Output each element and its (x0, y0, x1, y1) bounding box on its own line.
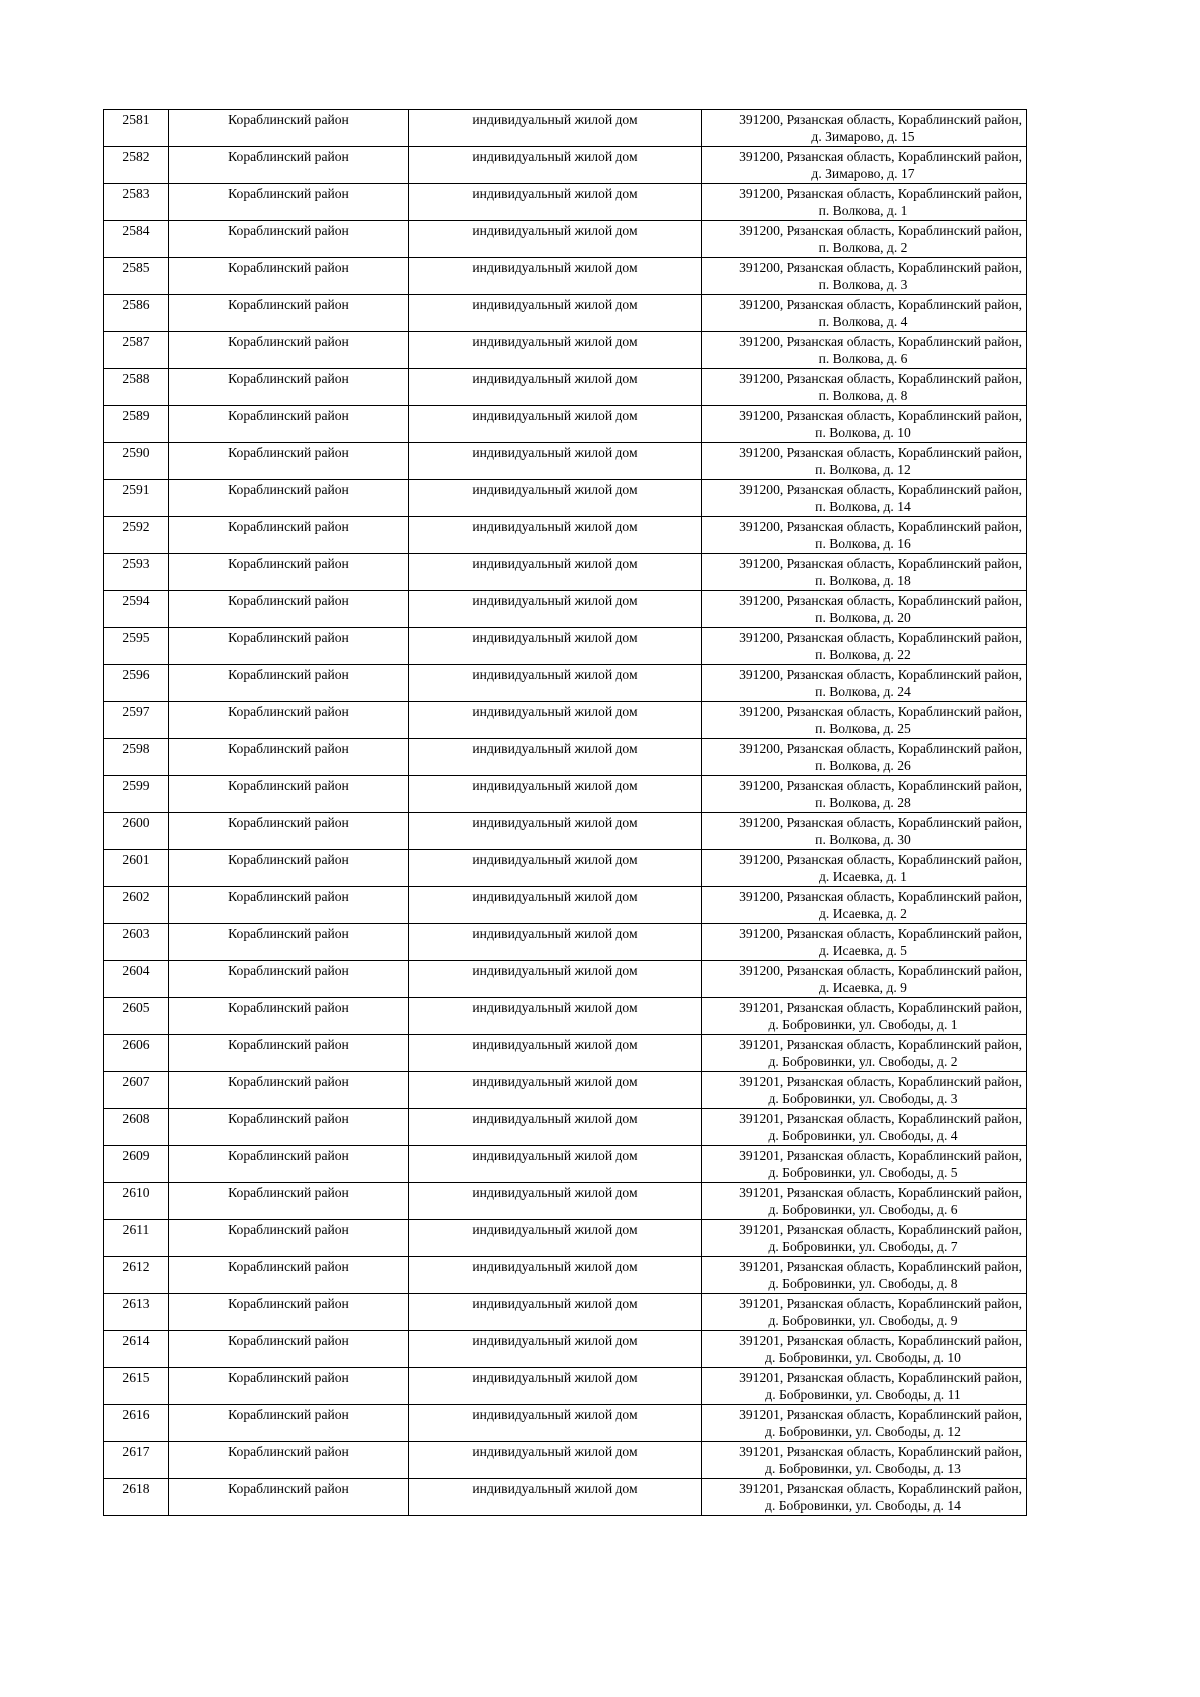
address-cell (702, 739, 1027, 776)
row-number: 2590 (104, 443, 169, 480)
district-cell: Кораблинский район (169, 850, 409, 887)
address-cell (702, 1146, 1027, 1183)
table-row (104, 554, 1027, 591)
address-cell (702, 1368, 1027, 1405)
object-type-cell: индивидуальный жилой дом (409, 1257, 702, 1294)
address-line-1: 391201, Рязанская область, Кораблинский район, (739, 1074, 1022, 1089)
table-row (104, 1035, 1027, 1072)
district-cell: Кораблинский район (169, 332, 409, 369)
address-cell (702, 369, 1027, 406)
table-row (104, 1146, 1027, 1183)
object-type-cell: индивидуальный жилой дом (409, 702, 702, 739)
district-cell: Кораблинский район (169, 1109, 409, 1146)
address-cell (702, 332, 1027, 369)
address-cell (702, 1442, 1027, 1479)
address-line-2: д. Исаевка, д. 5 (819, 943, 907, 958)
table-row (104, 184, 1027, 221)
address-line-1: 391200, Рязанская область, Кораблинский район, (739, 926, 1022, 941)
address-cell (702, 961, 1027, 998)
row-number: 2588 (104, 369, 169, 406)
address-cell (702, 776, 1027, 813)
housing-registry-table (103, 109, 1027, 1516)
address-line-1: 391201, Рязанская область, Кораблинский район, (739, 1444, 1022, 1459)
address-cell (702, 480, 1027, 517)
address-cell (702, 850, 1027, 887)
row-number: 2589 (104, 406, 169, 443)
address-line-2: д. Исаевка, д. 1 (819, 869, 907, 884)
district-cell: Кораблинский район (169, 813, 409, 850)
address-cell (702, 665, 1027, 702)
address-line-2: д. Бобровинки, ул. Свободы, д. 8 (768, 1276, 958, 1291)
table-row (104, 1183, 1027, 1220)
district-cell: Кораблинский район (169, 776, 409, 813)
district-cell: Кораблинский район (169, 554, 409, 591)
row-number: 2603 (104, 924, 169, 961)
address-line-2: д. Бобровинки, ул. Свободы, д. 14 (765, 1498, 961, 1513)
district-cell: Кораблинский район (169, 221, 409, 258)
row-number: 2609 (104, 1146, 169, 1183)
object-type-cell: индивидуальный жилой дом (409, 221, 702, 258)
district-cell: Кораблинский район (169, 1183, 409, 1220)
address-line-2: п. Волкова, д. 16 (815, 536, 911, 551)
district-cell: Кораблинский район (169, 702, 409, 739)
address-line-2: п. Волкова, д. 24 (815, 684, 911, 699)
address-line-1: 391201, Рязанская область, Кораблинский район, (739, 1407, 1022, 1422)
address-line-1: 391201, Рязанская область, Кораблинский район, (739, 1370, 1022, 1385)
table-row (104, 295, 1027, 332)
address-line-1: 391201, Рязанская область, Кораблинский район, (739, 1111, 1022, 1126)
table-row (104, 369, 1027, 406)
district-cell: Кораблинский район (169, 406, 409, 443)
row-number: 2593 (104, 554, 169, 591)
table-row (104, 406, 1027, 443)
district-cell: Кораблинский район (169, 1294, 409, 1331)
table-row (104, 628, 1027, 665)
address-cell (702, 147, 1027, 184)
address-line-2: п. Волкова, д. 3 (818, 277, 908, 292)
district-cell: Кораблинский район (169, 147, 409, 184)
address-line-2: п. Волкова, д. 18 (815, 573, 911, 588)
address-line-1: 391200, Рязанская область, Кораблинский район, (739, 223, 1022, 238)
row-number: 2594 (104, 591, 169, 628)
address-cell (702, 295, 1027, 332)
district-cell: Кораблинский район (169, 665, 409, 702)
object-type-cell: индивидуальный жилой дом (409, 443, 702, 480)
table-row (104, 776, 1027, 813)
address-line-2: д. Бобровинки, ул. Свободы, д. 3 (768, 1091, 958, 1106)
address-line-2: д. Исаевка, д. 2 (819, 906, 907, 921)
address-cell (702, 1257, 1027, 1294)
table-row (104, 517, 1027, 554)
address-line-1: 391200, Рязанская область, Кораблинский район, (739, 371, 1022, 386)
object-type-cell: индивидуальный жилой дом (409, 147, 702, 184)
address-line-1: 391200, Рязанская область, Кораблинский район, (739, 445, 1022, 460)
row-number: 2614 (104, 1331, 169, 1368)
district-cell: Кораблинский район (169, 887, 409, 924)
address-cell (702, 1072, 1027, 1109)
address-cell (702, 110, 1027, 147)
address-line-2: п. Волкова, д. 1 (818, 203, 908, 218)
row-number: 2582 (104, 147, 169, 184)
address-line-2: д. Зимарово, д. 17 (811, 166, 915, 181)
object-type-cell: индивидуальный жилой дом (409, 369, 702, 406)
address-line-2: д. Бобровинки, ул. Свободы, д. 11 (765, 1387, 961, 1402)
object-type-cell: индивидуальный жилой дом (409, 628, 702, 665)
address-cell (702, 813, 1027, 850)
address-cell (702, 998, 1027, 1035)
object-type-cell: индивидуальный жилой дом (409, 850, 702, 887)
row-number: 2597 (104, 702, 169, 739)
address-line-1: 391201, Рязанская область, Кораблинский район, (739, 1000, 1022, 1015)
table-row (104, 739, 1027, 776)
row-number: 2615 (104, 1368, 169, 1405)
address-line-1: 391200, Рязанская область, Кораблинский район, (739, 704, 1022, 719)
address-cell (702, 1183, 1027, 1220)
object-type-cell: индивидуальный жилой дом (409, 110, 702, 147)
table-row (104, 1220, 1027, 1257)
address-line-2: д. Зимарово, д. 15 (811, 129, 915, 144)
row-number: 2610 (104, 1183, 169, 1220)
district-cell: Кораблинский район (169, 1035, 409, 1072)
address-cell (702, 924, 1027, 961)
district-cell: Кораблинский район (169, 1479, 409, 1516)
row-number: 2586 (104, 295, 169, 332)
object-type-cell: индивидуальный жилой дом (409, 739, 702, 776)
row-number: 2587 (104, 332, 169, 369)
address-line-2: п. Волкова, д. 30 (815, 832, 911, 847)
address-cell (702, 887, 1027, 924)
address-line-1: 391200, Рязанская область, Кораблинский район, (739, 519, 1022, 534)
address-line-1: 391200, Рязанская область, Кораблинский район, (739, 556, 1022, 571)
object-type-cell: индивидуальный жилой дом (409, 813, 702, 850)
address-line-1: 391200, Рязанская область, Кораблинский район, (739, 334, 1022, 349)
address-cell (702, 1294, 1027, 1331)
address-line-2: д. Бобровинки, ул. Свободы, д. 1 (768, 1017, 958, 1032)
address-line-1: 391200, Рязанская область, Кораблинский район, (739, 408, 1022, 423)
address-cell (702, 406, 1027, 443)
address-line-1: 391200, Рязанская область, Кораблинский район, (739, 778, 1022, 793)
row-number: 2617 (104, 1442, 169, 1479)
address-line-1: 391200, Рязанская область, Кораблинский район, (739, 630, 1022, 645)
district-cell: Кораблинский район (169, 591, 409, 628)
address-cell (702, 1479, 1027, 1516)
object-type-cell: индивидуальный жилой дом (409, 1146, 702, 1183)
table-row (104, 1331, 1027, 1368)
address-line-2: д. Исаевка, д. 9 (819, 980, 907, 995)
address-cell (702, 1109, 1027, 1146)
address-line-1: 391200, Рязанская область, Кораблинский район, (739, 593, 1022, 608)
row-number: 2606 (104, 1035, 169, 1072)
table-row (104, 887, 1027, 924)
table-row (104, 998, 1027, 1035)
row-number: 2599 (104, 776, 169, 813)
address-line-1: 391200, Рязанская область, Кораблинский район, (739, 852, 1022, 867)
row-number: 2608 (104, 1109, 169, 1146)
address-line-2: п. Волкова, д. 25 (815, 721, 911, 736)
object-type-cell: индивидуальный жилой дом (409, 295, 702, 332)
address-line-2: п. Волкова, д. 28 (815, 795, 911, 810)
address-line-2: д. Бобровинки, ул. Свободы, д. 6 (768, 1202, 958, 1217)
address-line-1: 391201, Рязанская область, Кораблинский район, (739, 1148, 1022, 1163)
row-number: 2595 (104, 628, 169, 665)
table-row (104, 1442, 1027, 1479)
object-type-cell: индивидуальный жилой дом (409, 406, 702, 443)
table-row (104, 1479, 1027, 1516)
address-cell (702, 591, 1027, 628)
object-type-cell: индивидуальный жилой дом (409, 1183, 702, 1220)
address-line-1: 391201, Рязанская область, Кораблинский район, (739, 1333, 1022, 1348)
row-number: 2611 (104, 1220, 169, 1257)
address-line-2: п. Волкова, д. 4 (818, 314, 908, 329)
district-cell: Кораблинский район (169, 184, 409, 221)
address-line-2: п. Волкова, д. 22 (815, 647, 911, 662)
address-line-2: п. Волкова, д. 8 (818, 388, 908, 403)
table-row (104, 813, 1027, 850)
address-line-2: д. Бобровинки, ул. Свободы, д. 4 (768, 1128, 958, 1143)
row-number: 2598 (104, 739, 169, 776)
district-cell: Кораблинский район (169, 443, 409, 480)
object-type-cell: индивидуальный жилой дом (409, 1109, 702, 1146)
row-number: 2602 (104, 887, 169, 924)
district-cell: Кораблинский район (169, 110, 409, 147)
object-type-cell: индивидуальный жилой дом (409, 1072, 702, 1109)
address-line-2: п. Волкова, д. 26 (815, 758, 911, 773)
address-cell (702, 184, 1027, 221)
table-row (104, 591, 1027, 628)
table-row (104, 961, 1027, 998)
address-cell (702, 1405, 1027, 1442)
address-line-1: 391200, Рязанская область, Кораблинский район, (739, 482, 1022, 497)
object-type-cell: индивидуальный жилой дом (409, 184, 702, 221)
row-number: 2616 (104, 1405, 169, 1442)
address-line-2: д. Бобровинки, ул. Свободы, д. 13 (765, 1461, 961, 1476)
table-row (104, 1405, 1027, 1442)
address-line-1: 391200, Рязанская область, Кораблинский район, (739, 667, 1022, 682)
table-row (104, 1368, 1027, 1405)
address-cell (702, 554, 1027, 591)
district-cell: Кораблинский район (169, 628, 409, 665)
row-number: 2596 (104, 665, 169, 702)
table-row (104, 110, 1027, 147)
address-cell (702, 443, 1027, 480)
address-line-2: д. Бобровинки, ул. Свободы, д. 2 (768, 1054, 958, 1069)
object-type-cell: индивидуальный жилой дом (409, 332, 702, 369)
table-row (104, 665, 1027, 702)
address-line-2: д. Бобровинки, ул. Свободы, д. 5 (768, 1165, 958, 1180)
address-line-2: д. Бобровинки, ул. Свободы, д. 12 (765, 1424, 961, 1439)
district-cell: Кораблинский район (169, 1331, 409, 1368)
table-row (104, 147, 1027, 184)
table-row (104, 1109, 1027, 1146)
object-type-cell: индивидуальный жилой дом (409, 776, 702, 813)
row-number: 2618 (104, 1479, 169, 1516)
address-line-1: 391200, Рязанская область, Кораблинский район, (739, 186, 1022, 201)
table-row (104, 1257, 1027, 1294)
object-type-cell: индивидуальный жилой дом (409, 1405, 702, 1442)
address-line-1: 391201, Рязанская область, Кораблинский район, (739, 1222, 1022, 1237)
address-cell (702, 221, 1027, 258)
row-number: 2583 (104, 184, 169, 221)
object-type-cell: индивидуальный жилой дом (409, 258, 702, 295)
address-line-1: 391200, Рязанская область, Кораблинский район, (739, 889, 1022, 904)
object-type-cell: индивидуальный жилой дом (409, 924, 702, 961)
row-number: 2591 (104, 480, 169, 517)
row-number: 2605 (104, 998, 169, 1035)
address-line-1: 391200, Рязанская область, Кораблинский район, (739, 963, 1022, 978)
district-cell: Кораблинский район (169, 1220, 409, 1257)
address-cell (702, 1220, 1027, 1257)
district-cell: Кораблинский район (169, 961, 409, 998)
district-cell: Кораблинский район (169, 295, 409, 332)
address-line-1: 391200, Рязанская область, Кораблинский район, (739, 112, 1022, 127)
district-cell: Кораблинский район (169, 517, 409, 554)
address-line-1: 391201, Рязанская область, Кораблинский район, (739, 1185, 1022, 1200)
row-number: 2604 (104, 961, 169, 998)
district-cell: Кораблинский район (169, 739, 409, 776)
address-line-1: 391200, Рязанская область, Кораблинский район, (739, 149, 1022, 164)
object-type-cell: индивидуальный жилой дом (409, 1479, 702, 1516)
table-row (104, 443, 1027, 480)
object-type-cell: индивидуальный жилой дом (409, 554, 702, 591)
address-line-2: п. Волкова, д. 12 (815, 462, 911, 477)
address-line-1: 391200, Рязанская область, Кораблинский район, (739, 297, 1022, 312)
table-row (104, 258, 1027, 295)
address-line-2: д. Бобровинки, ул. Свободы, д. 7 (768, 1239, 958, 1254)
row-number: 2612 (104, 1257, 169, 1294)
row-number: 2613 (104, 1294, 169, 1331)
table-row (104, 1294, 1027, 1331)
address-line-2: п. Волкова, д. 6 (818, 351, 908, 366)
address-cell (702, 702, 1027, 739)
object-type-cell: индивидуальный жилой дом (409, 961, 702, 998)
row-number: 2592 (104, 517, 169, 554)
address-line-1: 391200, Рязанская область, Кораблинский район, (739, 260, 1022, 275)
address-line-1: 391200, Рязанская область, Кораблинский район, (739, 815, 1022, 830)
district-cell: Кораблинский район (169, 369, 409, 406)
row-number: 2584 (104, 221, 169, 258)
object-type-cell: индивидуальный жилой дом (409, 887, 702, 924)
object-type-cell: индивидуальный жилой дом (409, 998, 702, 1035)
object-type-cell: индивидуальный жилой дом (409, 517, 702, 554)
address-cell (702, 258, 1027, 295)
object-type-cell: индивидуальный жилой дом (409, 1220, 702, 1257)
table-row (104, 332, 1027, 369)
district-cell: Кораблинский район (169, 1257, 409, 1294)
table-row (104, 221, 1027, 258)
district-cell: Кораблинский район (169, 1405, 409, 1442)
address-line-2: п. Волкова, д. 14 (815, 499, 911, 514)
table-row (104, 924, 1027, 961)
district-cell: Кораблинский район (169, 258, 409, 295)
district-cell: Кораблинский район (169, 1146, 409, 1183)
object-type-cell: индивидуальный жилой дом (409, 1331, 702, 1368)
address-line-2: д. Бобровинки, ул. Свободы, д. 9 (768, 1313, 958, 1328)
row-number: 2607 (104, 1072, 169, 1109)
district-cell: Кораблинский район (169, 998, 409, 1035)
address-line-1: 391201, Рязанская область, Кораблинский район, (739, 1259, 1022, 1274)
district-cell: Кораблинский район (169, 1072, 409, 1109)
table-row (104, 1072, 1027, 1109)
district-cell: Кораблинский район (169, 924, 409, 961)
object-type-cell: индивидуальный жилой дом (409, 1442, 702, 1479)
object-type-cell: индивидуальный жилой дом (409, 1368, 702, 1405)
address-line-2: п. Волкова, д. 2 (818, 240, 908, 255)
address-line-2: д. Бобровинки, ул. Свободы, д. 10 (765, 1350, 961, 1365)
district-cell: Кораблинский район (169, 480, 409, 517)
table-row (104, 850, 1027, 887)
address-cell (702, 1331, 1027, 1368)
address-line-2: п. Волкова, д. 10 (815, 425, 911, 440)
object-type-cell: индивидуальный жилой дом (409, 665, 702, 702)
district-cell: Кораблинский район (169, 1442, 409, 1479)
table-row (104, 702, 1027, 739)
address-line-1: 391201, Рязанская область, Кораблинский район, (739, 1481, 1022, 1496)
object-type-cell: индивидуальный жилой дом (409, 1294, 702, 1331)
address-cell (702, 517, 1027, 554)
table-row (104, 480, 1027, 517)
row-number: 2601 (104, 850, 169, 887)
object-type-cell: индивидуальный жилой дом (409, 480, 702, 517)
object-type-cell: индивидуальный жилой дом (409, 1035, 702, 1072)
address-line-1: 391200, Рязанская область, Кораблинский район, (739, 741, 1022, 756)
address-line-1: 391201, Рязанская область, Кораблинский район, (739, 1296, 1022, 1311)
address-line-2: п. Волкова, д. 20 (815, 610, 911, 625)
address-cell (702, 628, 1027, 665)
row-number: 2585 (104, 258, 169, 295)
table-body (104, 110, 1027, 1516)
district-cell: Кораблинский район (169, 1368, 409, 1405)
address-line-1: 391201, Рязанская область, Кораблинский район, (739, 1037, 1022, 1052)
row-number: 2581 (104, 110, 169, 147)
row-number: 2600 (104, 813, 169, 850)
object-type-cell: индивидуальный жилой дом (409, 591, 702, 628)
address-cell (702, 1035, 1027, 1072)
